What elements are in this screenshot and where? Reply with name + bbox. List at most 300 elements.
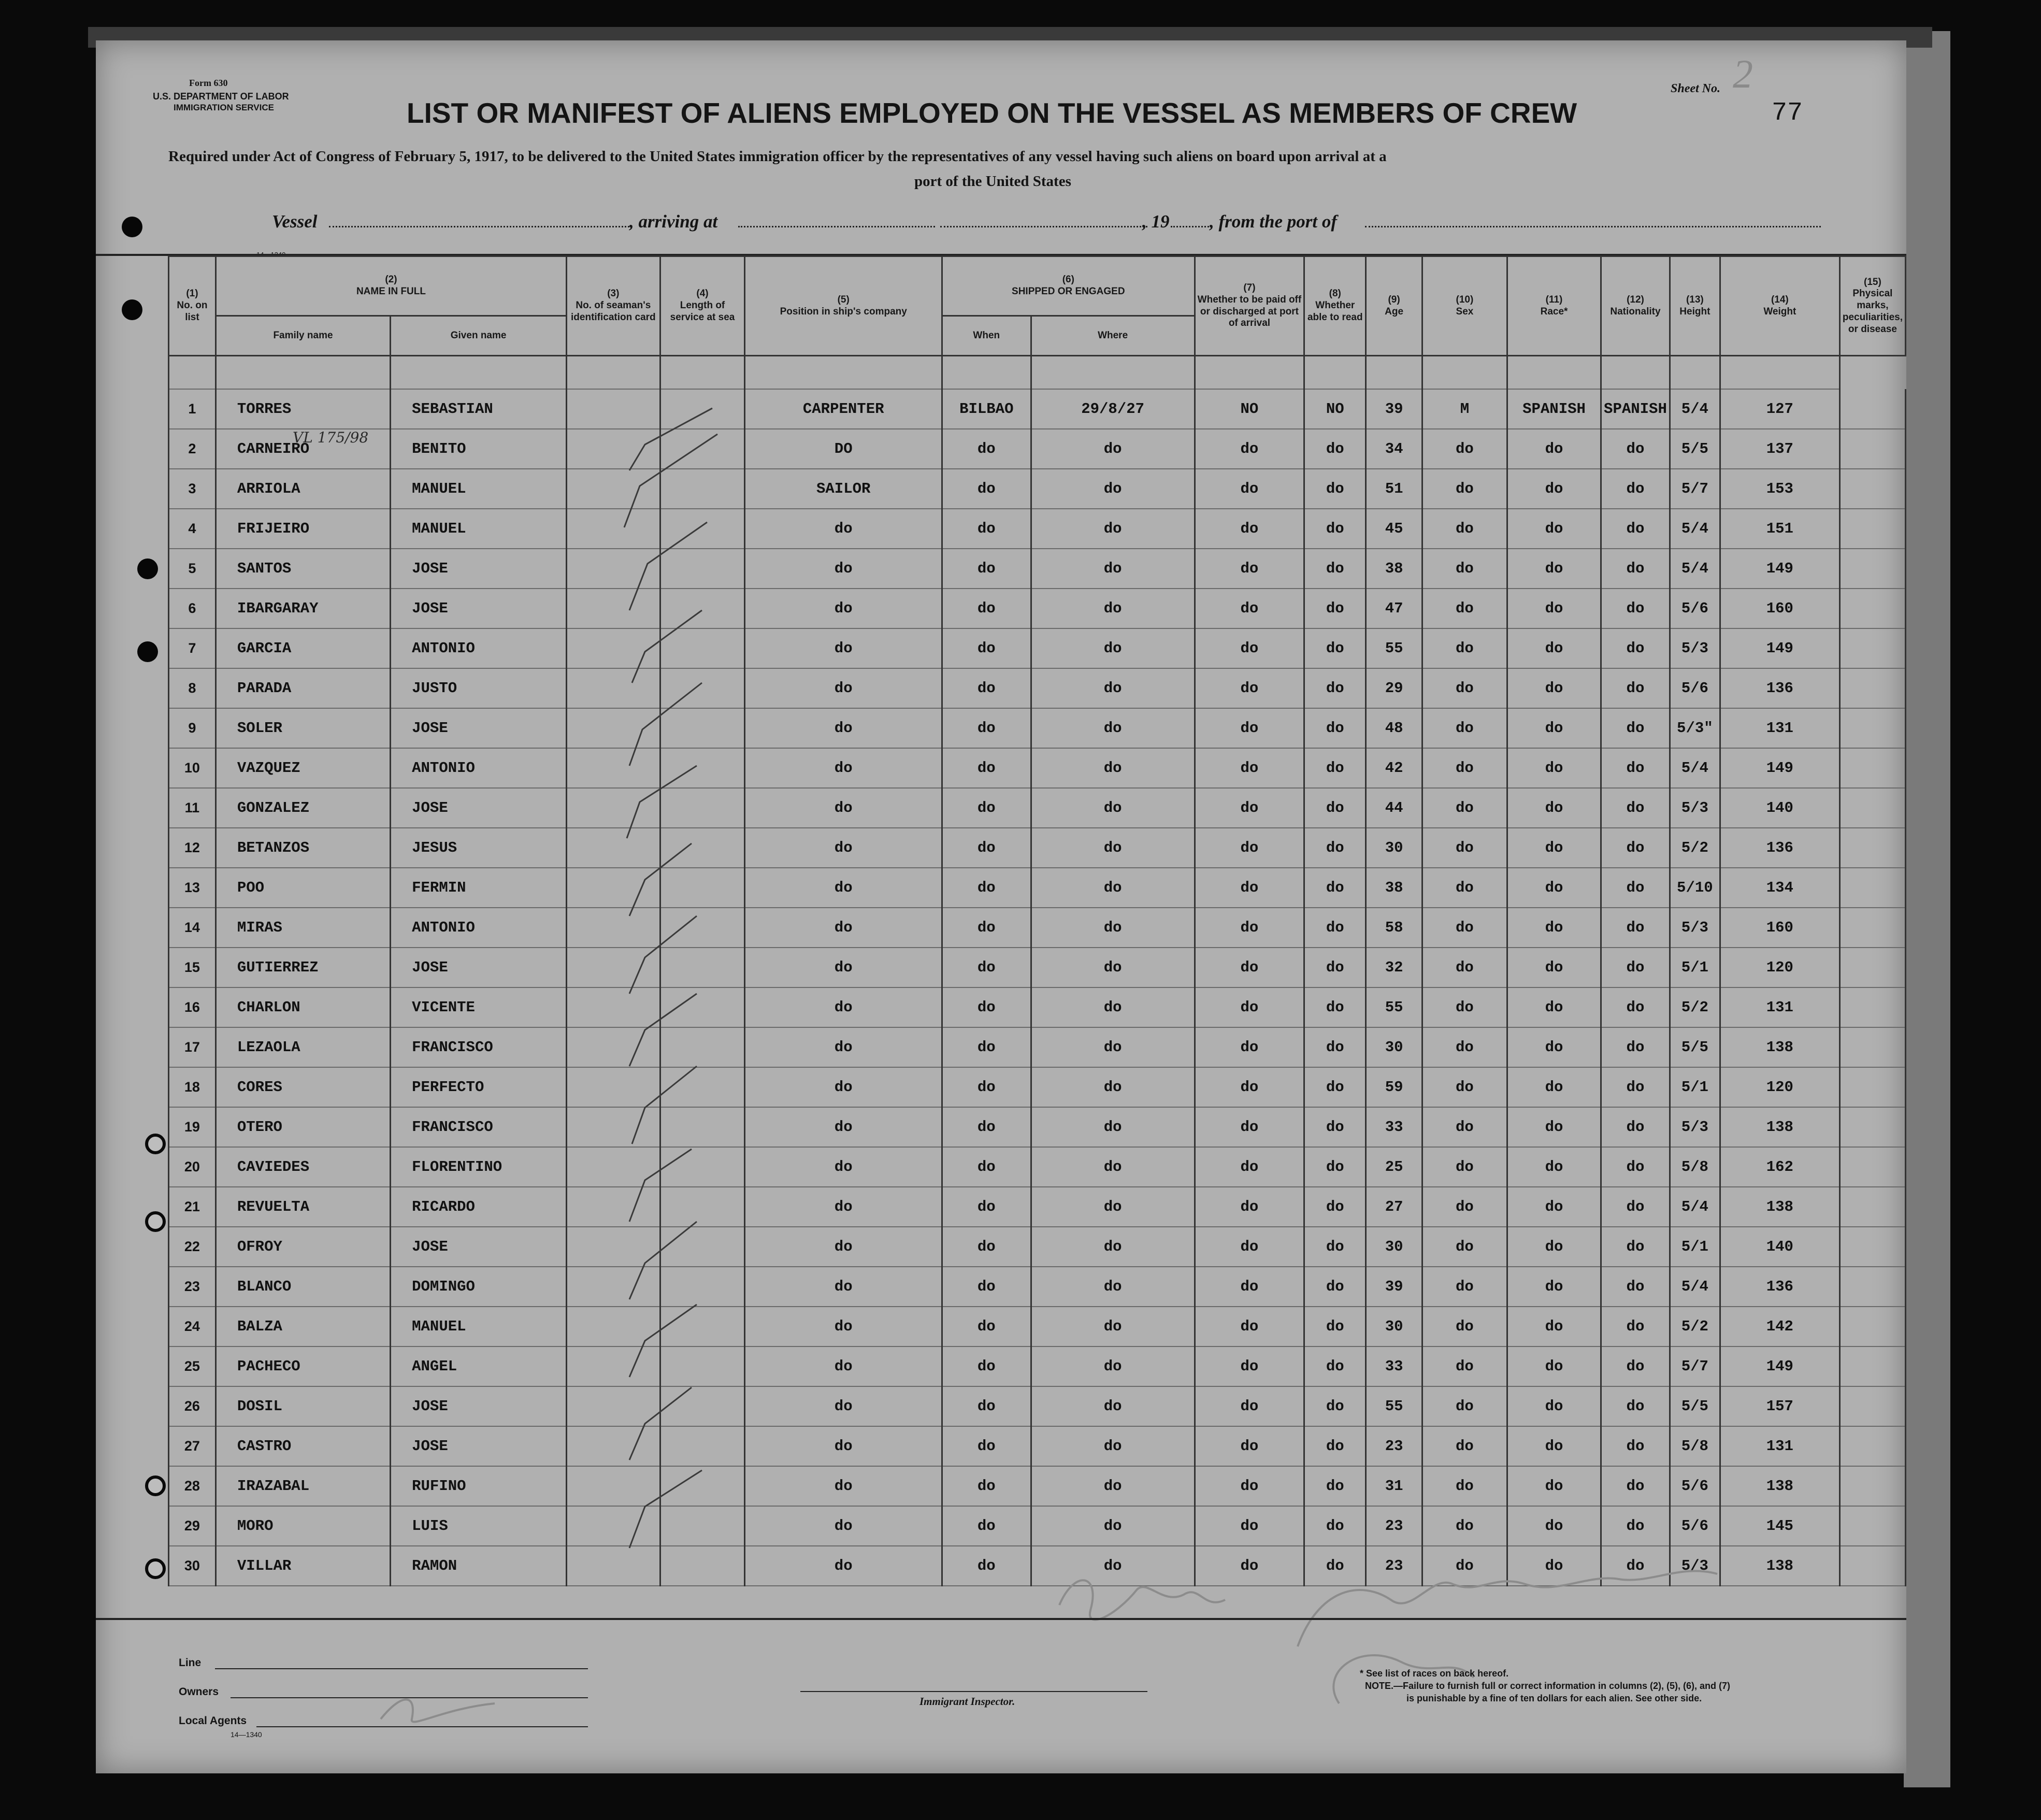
- given-name: ANTONIO: [391, 908, 567, 948]
- age: 59: [1366, 1067, 1422, 1107]
- position: DO: [745, 429, 942, 469]
- physical-marks-cell: [1839, 948, 1905, 987]
- row-number: 8: [169, 668, 216, 708]
- weight: 145: [1720, 1506, 1839, 1546]
- punch-hole: [122, 299, 142, 320]
- height: 5/2: [1670, 1307, 1720, 1346]
- family-name: SANTOS: [215, 549, 390, 589]
- table-row: [169, 1386, 1906, 1426]
- weight: 138: [1720, 1546, 1839, 1586]
- sex: do: [1422, 1107, 1507, 1147]
- family-name: GONZALEZ: [215, 788, 390, 828]
- able-to-read: do: [1304, 1426, 1366, 1466]
- weight: 138: [1720, 1107, 1839, 1147]
- punch-ring: [145, 1558, 166, 1579]
- race: do: [1507, 1107, 1601, 1147]
- height: 5/4: [1670, 549, 1720, 589]
- shipped-where: do: [1031, 1107, 1195, 1147]
- position: do: [745, 987, 942, 1027]
- position: do: [745, 628, 942, 668]
- position: do: [745, 948, 942, 987]
- family-name: TORRES: [215, 389, 390, 429]
- given-name: JOSE: [391, 948, 567, 987]
- nationality: do: [1601, 868, 1670, 908]
- owners-label: Owners: [179, 1686, 219, 1698]
- family-name: CORES: [215, 1067, 390, 1107]
- row-number: 19: [169, 1107, 216, 1147]
- age: 31: [1366, 1466, 1422, 1506]
- shipped-where: do: [1031, 469, 1195, 509]
- nationality: SPANISH: [1601, 389, 1670, 429]
- weight: 160: [1720, 589, 1839, 628]
- age: 30: [1366, 1027, 1422, 1067]
- shipped-when: do: [942, 1227, 1031, 1267]
- sex: do: [1422, 908, 1507, 948]
- family-name: SOLER: [215, 708, 390, 748]
- row-number: 14: [169, 908, 216, 948]
- identification-check-marks: [609, 393, 743, 1600]
- shipped-when: do: [942, 668, 1031, 708]
- row-number: 16: [169, 987, 216, 1027]
- physical-marks-cell: [1839, 1267, 1905, 1307]
- able-to-read: do: [1304, 469, 1366, 509]
- row-number: 6: [169, 589, 216, 628]
- nationality: do: [1601, 1426, 1670, 1466]
- family-name: ARRIOLA: [215, 469, 390, 509]
- crew-manifest-table: [168, 255, 1906, 1586]
- table-row: [169, 1107, 1906, 1147]
- able-to-read: do: [1304, 868, 1366, 908]
- given-name: FERMIN: [391, 868, 567, 908]
- shipped-when: do: [942, 509, 1031, 549]
- sex: do: [1422, 1187, 1507, 1227]
- physical-marks-cell: [1839, 668, 1905, 708]
- physical-marks-cell: [1839, 429, 1905, 469]
- race: do: [1507, 1067, 1601, 1107]
- weight: 137: [1720, 429, 1839, 469]
- able-to-read: do: [1304, 908, 1366, 948]
- sheet-number: 2: [1733, 51, 1753, 96]
- position: do: [745, 1027, 942, 1067]
- line-field[interactable]: [215, 1668, 588, 1669]
- nationality: do: [1601, 1466, 1670, 1506]
- race: do: [1507, 748, 1601, 788]
- nationality: do: [1601, 1386, 1670, 1426]
- able-to-read: do: [1304, 668, 1366, 708]
- race: do: [1507, 1187, 1601, 1227]
- row-number: 17: [169, 1027, 216, 1067]
- shipped-where: do: [1031, 1346, 1195, 1386]
- table-row: [169, 589, 1906, 628]
- height: 5/6: [1670, 589, 1720, 628]
- given-name: ANGEL: [391, 1346, 567, 1386]
- sex: do: [1422, 788, 1507, 828]
- physical-marks-cell: [1839, 868, 1905, 908]
- table-spacer-row: [169, 356, 1906, 390]
- able-to-read: do: [1304, 549, 1366, 589]
- given-name: FLORENTINO: [391, 1147, 567, 1187]
- subtitle-line-2: port of the United States: [914, 173, 1071, 190]
- weight: 138: [1720, 1187, 1839, 1227]
- nationality: do: [1601, 1346, 1670, 1386]
- races-note: * See list of races on back hereof.: [1360, 1668, 1509, 1679]
- line-label: Line: [179, 1657, 202, 1669]
- inspector-signature-line: [800, 1691, 1147, 1692]
- row-number: 9: [169, 708, 216, 748]
- shipped-when: do: [942, 1187, 1031, 1227]
- given-name: PERFECTO: [391, 1067, 567, 1107]
- position: do: [745, 549, 942, 589]
- physical-marks-cell: [1839, 1067, 1905, 1107]
- punch-ring: [145, 1134, 166, 1154]
- row-number: 30: [169, 1546, 216, 1586]
- age: 23: [1366, 1506, 1422, 1546]
- given-name: MANUEL: [391, 509, 567, 549]
- weight: 149: [1720, 549, 1839, 589]
- paid-off: do: [1195, 429, 1304, 469]
- given-name: JOSE: [391, 708, 567, 748]
- sex: do: [1422, 549, 1507, 589]
- penalty-note-line-2: is punishable by a fine of ten dollars for each alien. See other side.: [1406, 1693, 1702, 1703]
- sex: do: [1422, 509, 1507, 549]
- sex: do: [1422, 1466, 1507, 1506]
- shipped-where: do: [1031, 509, 1195, 549]
- col-age-header: (9) Age: [1366, 256, 1422, 356]
- age: 30: [1366, 1227, 1422, 1267]
- row-number: 28: [169, 1466, 216, 1506]
- shipped-when: do: [942, 1506, 1031, 1546]
- able-to-read: NO: [1304, 389, 1366, 429]
- paid-off: do: [1195, 1227, 1304, 1267]
- given-name: VICENTE: [391, 987, 567, 1027]
- local-agents-field[interactable]: [256, 1726, 588, 1727]
- given-name: RAMON: [391, 1546, 567, 1586]
- able-to-read: do: [1304, 1307, 1366, 1346]
- sex: do: [1422, 429, 1507, 469]
- paid-off: do: [1195, 1546, 1304, 1586]
- col-physical-marks-header: (15) Physical marks, peculiarities, or disease: [1839, 256, 1905, 356]
- paid-off: do: [1195, 708, 1304, 748]
- age: 42: [1366, 748, 1422, 788]
- shipped-where: 29/8/27: [1031, 389, 1195, 429]
- race: do: [1507, 948, 1601, 987]
- family-name: CASTRO: [215, 1426, 390, 1466]
- age: 39: [1366, 389, 1422, 429]
- weight: 151: [1720, 509, 1839, 549]
- physical-marks-cell: [1839, 788, 1905, 828]
- sex: do: [1422, 1386, 1507, 1426]
- owners-field[interactable]: [231, 1697, 588, 1698]
- sex: do: [1422, 1027, 1507, 1067]
- service-label: IMMIGRATION SERVICE: [174, 103, 274, 112]
- footer-rule: [96, 1618, 1906, 1620]
- sex: do: [1422, 987, 1507, 1027]
- col-id-card-header: (3) No. of seaman's identification card: [567, 256, 660, 356]
- shipped-when: do: [942, 1386, 1031, 1426]
- height: 5/10: [1670, 868, 1720, 908]
- nationality: do: [1601, 987, 1670, 1027]
- local-agents-label: Local Agents: [179, 1715, 247, 1727]
- age: 55: [1366, 987, 1422, 1027]
- paid-off: do: [1195, 469, 1304, 509]
- position: do: [745, 1386, 942, 1426]
- physical-marks-cell: [1839, 1227, 1905, 1267]
- race: do: [1507, 1426, 1601, 1466]
- paid-off: do: [1195, 908, 1304, 948]
- position: do: [745, 668, 942, 708]
- sex: do: [1422, 628, 1507, 668]
- col-when-header: When: [942, 316, 1031, 356]
- physical-marks-cell: [1839, 1426, 1905, 1466]
- sex: do: [1422, 589, 1507, 628]
- from-port-field[interactable]: [1365, 226, 1821, 227]
- shipped-when: do: [942, 1346, 1031, 1386]
- family-name: VAZQUEZ: [215, 748, 390, 788]
- table-row: [169, 868, 1906, 908]
- nationality: do: [1601, 908, 1670, 948]
- position: do: [745, 1346, 942, 1386]
- race: do: [1507, 549, 1601, 589]
- table-row: [169, 1227, 1906, 1267]
- paid-off: do: [1195, 1506, 1304, 1546]
- height: 5/1: [1670, 1227, 1720, 1267]
- weight: 127: [1720, 389, 1839, 429]
- shipped-where: do: [1031, 549, 1195, 589]
- row-number: 21: [169, 1187, 216, 1227]
- shipped-where: do: [1031, 1426, 1195, 1466]
- year-label: , 19: [1142, 211, 1170, 232]
- physical-marks-cell: [1839, 1107, 1905, 1147]
- position: do: [745, 1466, 942, 1506]
- position: CARPENTER: [745, 389, 942, 429]
- col-paid-off-header: (7) Whether to be paid off or discharged at port of arrival: [1195, 256, 1304, 356]
- height: 5/6: [1670, 1506, 1720, 1546]
- family-name: VILLAR: [215, 1546, 390, 1586]
- sex: do: [1422, 748, 1507, 788]
- col-family-name-header: Family name: [215, 316, 390, 356]
- position: do: [745, 788, 942, 828]
- height: 5/3: [1670, 908, 1720, 948]
- age: 58: [1366, 908, 1422, 948]
- table-row: [169, 1067, 1906, 1107]
- age: 47: [1366, 589, 1422, 628]
- physical-marks-cell: [1839, 1386, 1905, 1426]
- physical-marks-cell: [1839, 589, 1905, 628]
- able-to-read: do: [1304, 1147, 1366, 1187]
- shipped-when: do: [942, 1067, 1031, 1107]
- nationality: do: [1601, 1307, 1670, 1346]
- col-shipped-header: (6) SHIPPED OR ENGAGED: [942, 256, 1195, 316]
- row-number: 13: [169, 868, 216, 908]
- sex: do: [1422, 1267, 1507, 1307]
- row-number: 25: [169, 1346, 216, 1386]
- sex: do: [1422, 708, 1507, 748]
- punch-ring: [145, 1475, 166, 1496]
- able-to-read: do: [1304, 509, 1366, 549]
- shipped-where: do: [1031, 429, 1195, 469]
- race: do: [1507, 628, 1601, 668]
- col-nationality-header: (12) Nationality: [1601, 256, 1670, 356]
- family-name: IRAZABAL: [215, 1466, 390, 1506]
- shipped-when: do: [942, 1466, 1031, 1506]
- shipped-when: do: [942, 549, 1031, 589]
- position: do: [745, 868, 942, 908]
- paid-off: do: [1195, 549, 1304, 589]
- year-field[interactable]: [1171, 226, 1212, 227]
- shipped-when: do: [942, 1027, 1031, 1067]
- able-to-read: do: [1304, 948, 1366, 987]
- table-row: [169, 1147, 1906, 1187]
- row-number: 7: [169, 628, 216, 668]
- height: 5/8: [1670, 1147, 1720, 1187]
- race: do: [1507, 1386, 1601, 1426]
- race: do: [1507, 1546, 1601, 1586]
- row-number: 24: [169, 1307, 216, 1346]
- weight: 160: [1720, 908, 1839, 948]
- height: 5/2: [1670, 987, 1720, 1027]
- physical-marks-cell: [1839, 1187, 1905, 1227]
- weight: 138: [1720, 1466, 1839, 1506]
- col-number-header: (1) No. on list: [169, 256, 216, 356]
- weight: 149: [1720, 748, 1839, 788]
- given-name: SEBASTIAN: [391, 389, 567, 429]
- family-name: MORO: [215, 1506, 390, 1546]
- able-to-read: do: [1304, 589, 1366, 628]
- scan-edge-right: [1904, 31, 1950, 1787]
- able-to-read: do: [1304, 1506, 1366, 1546]
- shipped-where: do: [1031, 1067, 1195, 1107]
- punch-hole: [137, 558, 158, 579]
- nationality: do: [1601, 1147, 1670, 1187]
- given-name: DOMINGO: [391, 1267, 567, 1307]
- physical-marks-cell: [1839, 748, 1905, 788]
- given-name: FRANCISCO: [391, 1107, 567, 1147]
- family-name: IBARGARAY: [215, 589, 390, 628]
- shipped-where: do: [1031, 748, 1195, 788]
- physical-marks-cell: [1839, 708, 1905, 748]
- given-name: BENITO: [391, 429, 567, 469]
- able-to-read: do: [1304, 1027, 1366, 1067]
- nationality: do: [1601, 1546, 1670, 1586]
- family-name: CAVIEDES: [215, 1147, 390, 1187]
- table-row: [169, 429, 1906, 469]
- family-name: POO: [215, 868, 390, 908]
- age: 33: [1366, 1346, 1422, 1386]
- family-name: OFROY: [215, 1227, 390, 1267]
- col-where-header: Where: [1031, 316, 1195, 356]
- shipped-where: do: [1031, 908, 1195, 948]
- shipped-where: do: [1031, 628, 1195, 668]
- table-row: [169, 748, 1906, 788]
- physical-marks-cell: [1839, 908, 1905, 948]
- position: do: [745, 908, 942, 948]
- shipped-when: do: [942, 429, 1031, 469]
- sheet-label: Sheet No.: [1671, 82, 1720, 95]
- paid-off: do: [1195, 788, 1304, 828]
- page-title: LIST OR MANIFEST OF ALIENS EMPLOYED ON THE VESSEL AS MEMBERS OF CREW: [407, 97, 1577, 129]
- able-to-read: do: [1304, 987, 1366, 1027]
- family-name: PACHECO: [215, 1346, 390, 1386]
- position: do: [745, 1187, 942, 1227]
- table-row: [169, 987, 1906, 1027]
- shipped-when: do: [942, 1546, 1031, 1586]
- race: SPANISH: [1507, 389, 1601, 429]
- shipped-where: do: [1031, 1506, 1195, 1546]
- col-position-header: (5) Position in ship's company: [745, 256, 942, 356]
- shipped-when: do: [942, 1147, 1031, 1187]
- sex: do: [1422, 828, 1507, 868]
- col-name-header: (2) NAME IN FULL: [215, 256, 566, 316]
- physical-marks-cell: [1839, 389, 1905, 429]
- table-row: [169, 628, 1906, 668]
- height: 5/3: [1670, 788, 1720, 828]
- arrival-date-field[interactable]: [940, 226, 1147, 227]
- given-name: FRANCISCO: [391, 1027, 567, 1067]
- arrival-port-field[interactable]: [738, 226, 935, 227]
- row-number: 23: [169, 1267, 216, 1307]
- height: 5/6: [1670, 668, 1720, 708]
- penalty-note-line-1: NOTE.—Failure to furnish full or correct information in columns (2), (5), (6), and (7): [1365, 1681, 1731, 1691]
- age: 23: [1366, 1426, 1422, 1466]
- race: do: [1507, 788, 1601, 828]
- shipped-when: do: [942, 788, 1031, 828]
- punch-hole: [122, 217, 142, 237]
- position: do: [745, 828, 942, 868]
- given-name: JOSE: [391, 788, 567, 828]
- row-number: 5: [169, 549, 216, 589]
- family-name: BETANZOS: [215, 828, 390, 868]
- position: do: [745, 589, 942, 628]
- weight: 134: [1720, 868, 1839, 908]
- nationality: do: [1601, 828, 1670, 868]
- row-number: 29: [169, 1506, 216, 1546]
- nationality: do: [1601, 549, 1670, 589]
- height: 5/5: [1670, 1386, 1720, 1426]
- shipped-when: do: [942, 1267, 1031, 1307]
- line-signature-mark: [370, 1688, 505, 1735]
- table-row: [169, 788, 1906, 828]
- nationality: do: [1601, 1027, 1670, 1067]
- given-name: JESUS: [391, 828, 567, 868]
- family-name: FRIJEIRO: [215, 509, 390, 549]
- weight: 138: [1720, 1027, 1839, 1067]
- vessel-field[interactable]: [329, 226, 629, 227]
- table-row: [169, 1027, 1906, 1067]
- shipped-when: do: [942, 868, 1031, 908]
- table-row: [169, 828, 1906, 868]
- age: 38: [1366, 868, 1422, 908]
- paid-off: do: [1195, 1267, 1304, 1307]
- race: do: [1507, 1267, 1601, 1307]
- shipped-where: do: [1031, 589, 1195, 628]
- age: 34: [1366, 429, 1422, 469]
- able-to-read: do: [1304, 1466, 1366, 1506]
- physical-marks-cell: [1839, 1307, 1905, 1346]
- given-name: JOSE: [391, 1227, 567, 1267]
- physical-marks-cell: [1839, 469, 1905, 509]
- shipped-where: do: [1031, 868, 1195, 908]
- shipped-when: do: [942, 708, 1031, 748]
- physical-marks-cell: [1839, 509, 1905, 549]
- nationality: do: [1601, 788, 1670, 828]
- sex: do: [1422, 1346, 1507, 1386]
- given-name: ANTONIO: [391, 748, 567, 788]
- given-name: ANTONIO: [391, 628, 567, 668]
- weight: 140: [1720, 788, 1839, 828]
- position: do: [745, 1107, 942, 1147]
- race: do: [1507, 1346, 1601, 1386]
- manifest-sheet: [96, 40, 1906, 1773]
